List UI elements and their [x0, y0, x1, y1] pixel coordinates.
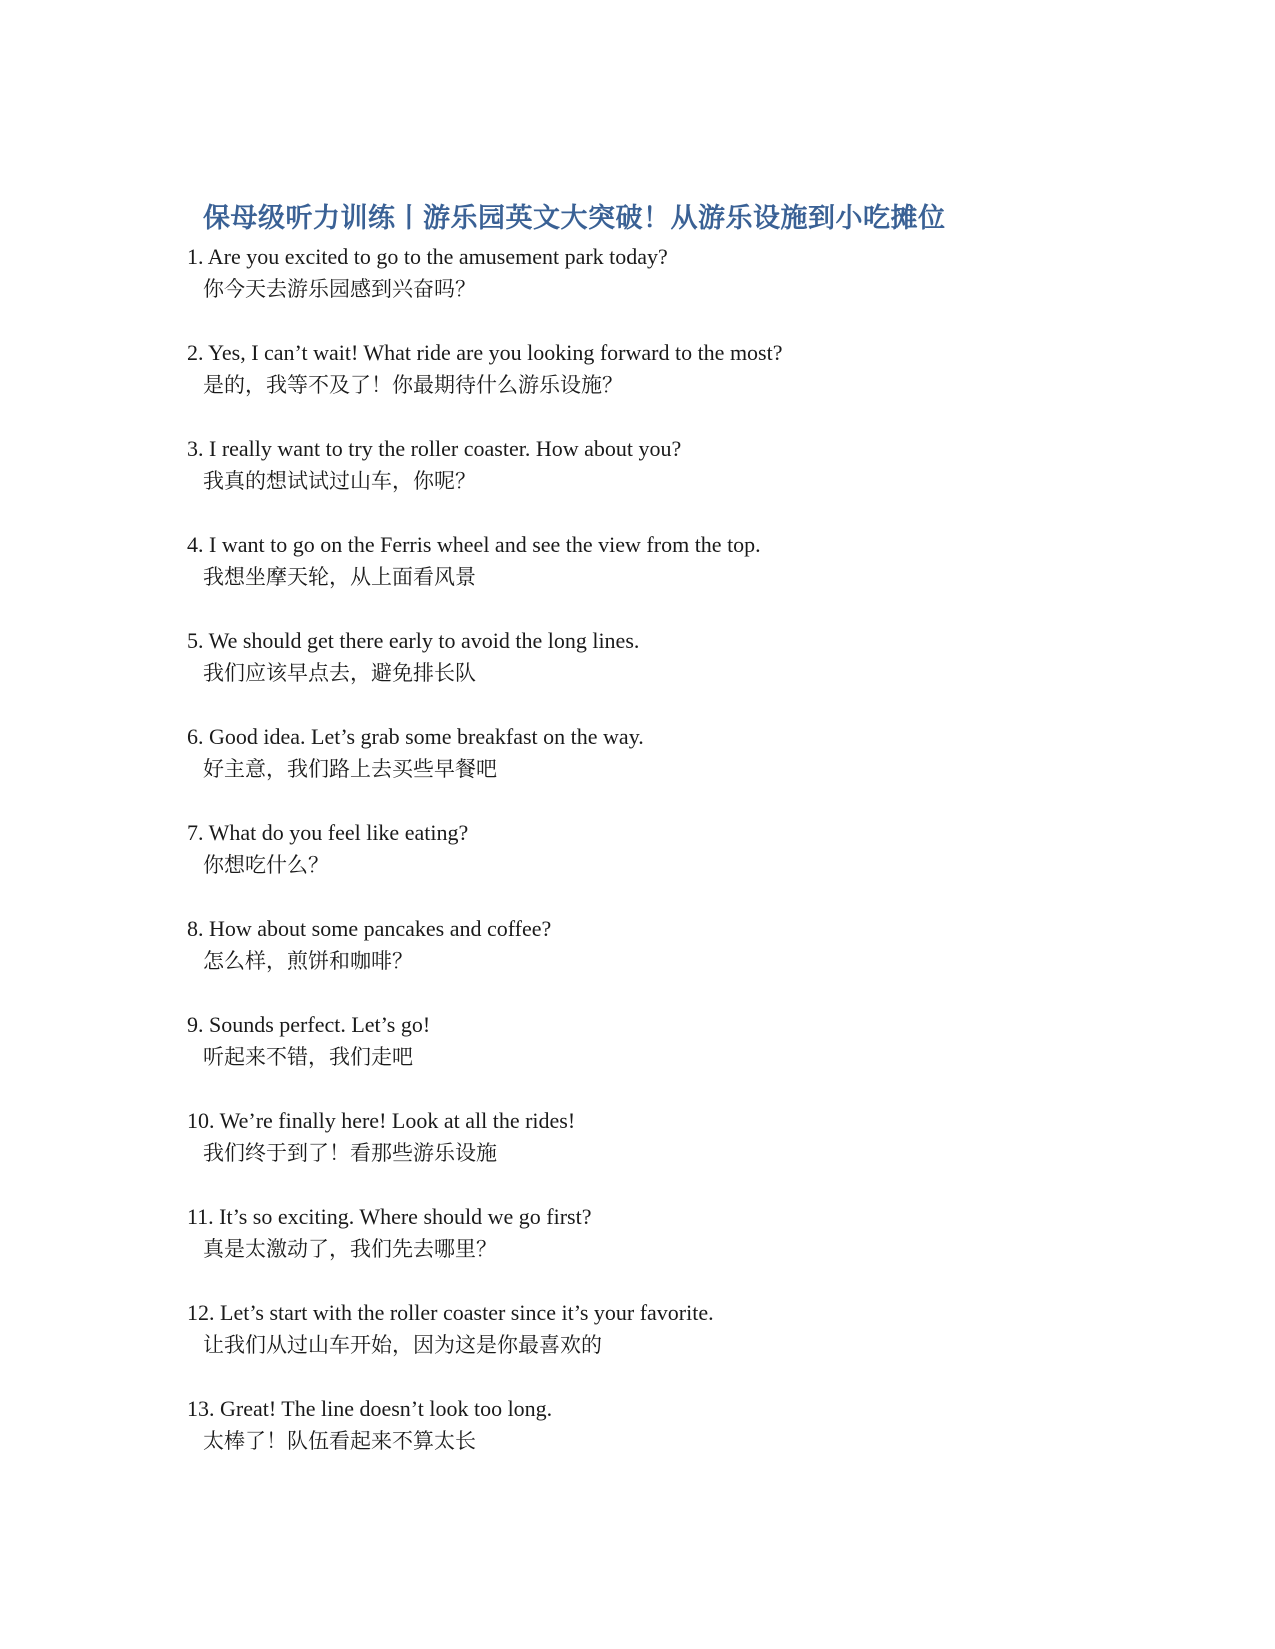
document-title: 保母级听力训练丨游乐园英文大突破！从游乐设施到小吃摊位: [203, 203, 946, 234]
dialogue-item: [187, 337, 1187, 433]
chinese-translation: 好主意，我们路上去买些早餐吧: [203, 757, 497, 781]
chinese-translation: 是的，我等不及了！你最期待什么游乐设施？: [203, 373, 623, 397]
dialogue-item: [187, 1009, 1187, 1105]
english-line: 4. I want to go on the Ferris wheel and see the view from the top.: [187, 532, 761, 557]
english-line: 1. Are you excited to go to the amusement park today?: [187, 244, 668, 269]
dialogue-item: [187, 817, 1187, 913]
english-line: 10. We’re finally here! Look at all the rides!: [187, 1108, 576, 1133]
chinese-translation: 我们应该早点去，避免排长队: [203, 661, 476, 685]
english-line: 5. We should get there early to avoid the long lines.: [187, 628, 640, 653]
dialogue-item: [187, 241, 1187, 337]
chinese-translation: 怎么样，煎饼和咖啡？: [203, 949, 413, 973]
chinese-translation: 我真的想试试过山车，你呢？: [203, 469, 476, 493]
chinese-translation: 真是太激动了，我们先去哪里？: [203, 1237, 497, 1261]
dialogue-item: [187, 529, 1187, 625]
english-line: 2. Yes, I can’t wait! What ride are you looking forward to the most?: [187, 340, 783, 365]
english-line: 7. What do you feel like eating?: [187, 820, 469, 845]
english-line: 11. It’s so exciting. Where should we go first?: [187, 1204, 592, 1229]
english-line: 6. Good idea. Let’s grab some breakfast on the way.: [187, 724, 644, 749]
english-line: 8. How about some pancakes and coffee?: [187, 916, 552, 941]
chinese-translation: 听起来不错，我们走吧: [203, 1045, 413, 1069]
dialogue-item: [187, 1201, 1187, 1297]
english-line: 3. I really want to try the roller coaster. How about you?: [187, 436, 682, 461]
english-line: 12. Let’s start with the roller coaster since it’s your favorite.: [187, 1300, 714, 1325]
english-line: 13. Great! The line doesn’t look too long.: [187, 1396, 553, 1421]
dialogue-item: [187, 1297, 1187, 1393]
dialogue-list: [187, 241, 1187, 1489]
dialogue-item: [187, 433, 1187, 529]
chinese-translation: 太棒了！队伍看起来不算太长: [203, 1429, 476, 1453]
chinese-translation: 让我们从过山车开始，因为这是你最喜欢的: [203, 1333, 602, 1357]
dialogue-item: [187, 913, 1187, 1009]
chinese-translation: 你想吃什么？: [203, 853, 329, 877]
chinese-translation: 我想坐摩天轮，从上面看风景: [203, 565, 476, 589]
english-line: 9. Sounds perfect. Let’s go!: [187, 1012, 431, 1037]
dialogue-item: [187, 721, 1187, 817]
dialogue-item: [187, 625, 1187, 721]
dialogue-item: [187, 1105, 1187, 1201]
chinese-translation: 你今天去游乐园感到兴奋吗？: [203, 277, 476, 301]
chinese-translation: 我们终于到了！看那些游乐设施: [203, 1141, 497, 1165]
dialogue-item: [187, 1393, 1187, 1489]
